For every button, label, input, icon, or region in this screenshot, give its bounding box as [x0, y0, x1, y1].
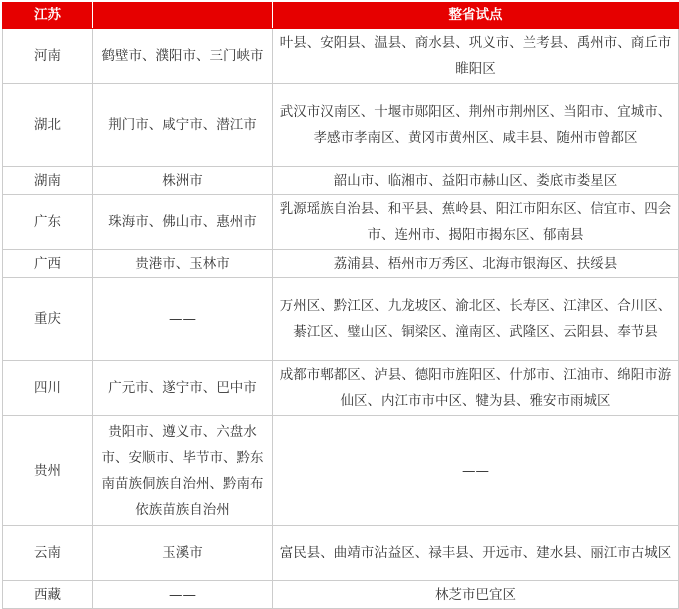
province-cell: 云南 — [3, 526, 93, 581]
counties-cell: 韶山市、临湘市、益阳市赫山区、娄底市娄星区 — [273, 167, 679, 195]
counties-cell: 富民县、曲靖市沾益区、禄丰县、开远市、建水县、丽江市古城区 — [273, 526, 679, 581]
cities-cell: 株洲市 — [93, 167, 273, 195]
table-row — [3, 195, 679, 250]
pilot-table — [2, 2, 679, 609]
cities-cell: 贵阳市、遵义市、六盘水市、安顺市、毕节市、黔东南苗族侗族自治州、黔南布依族苗族自治州 — [93, 416, 273, 526]
cities-cell: 荆门市、咸宁市、潜江市 — [93, 84, 273, 167]
table-row — [3, 526, 679, 581]
header-counties: 整省试点 — [273, 3, 679, 29]
counties-cell: 万州区、黔江区、九龙坡区、渝北区、长寿区、江津区、合川区、綦江区、璧山区、铜梁区、潼南区、武隆区、云阳县、奉节县 — [273, 278, 679, 361]
cities-cell: 贵港市、玉林市 — [93, 250, 273, 278]
province-cell: 重庆 — [3, 278, 93, 361]
cities-cell: —— — [93, 278, 273, 361]
counties-cell: 武汉市汉南区、十堰市郧阳区、荆州市荆州区、当阳市、宜城市、孝感市孝南区、黄冈市黄州区、咸丰县、随州市曾都区 — [273, 84, 679, 167]
province-cell: 贵州 — [3, 416, 93, 526]
cities-cell: —— — [93, 581, 273, 609]
province-cell: 西藏 — [3, 581, 93, 609]
province-cell: 河南 — [3, 29, 93, 84]
cities-cell: 鹤壁市、濮阳市、三门峡市 — [93, 29, 273, 84]
counties-cell: 荔浦县、梧州市万秀区、北海市银海区、扶绥县 — [273, 250, 679, 278]
cities-cell: 玉溪市 — [93, 526, 273, 581]
table-row — [3, 84, 679, 167]
counties-cell: —— — [273, 416, 679, 526]
table-row — [3, 278, 679, 361]
province-cell: 湖南 — [3, 167, 93, 195]
table-row — [3, 416, 679, 526]
header-row — [3, 3, 679, 29]
table-row — [3, 581, 679, 609]
table-row — [3, 29, 679, 84]
province-cell: 广东 — [3, 195, 93, 250]
table-row — [3, 167, 679, 195]
header-province: 江苏 — [3, 3, 93, 29]
province-cell: 四川 — [3, 361, 93, 416]
counties-cell: 成都市郫都区、泸县、德阳市旌阳区、什邡市、江油市、绵阳市游仙区、内江市市中区、犍为县、雅安市雨城区 — [273, 361, 679, 416]
counties-cell: 叶县、安阳县、温县、商水县、巩义市、兰考县、禹州市、商丘市睢阳区 — [273, 29, 679, 84]
table-row — [3, 250, 679, 278]
province-cell: 湖北 — [3, 84, 93, 167]
table-row — [3, 361, 679, 416]
cities-cell: 珠海市、佛山市、惠州市 — [93, 195, 273, 250]
header-cities — [93, 3, 273, 29]
cities-cell: 广元市、遂宁市、巴中市 — [93, 361, 273, 416]
counties-cell: 林芝市巴宜区 — [273, 581, 679, 609]
counties-cell: 乳源瑶族自治县、和平县、蕉岭县、阳江市阳东区、信宜市、四会市、连州市、揭阳市揭东区、郁南县 — [273, 195, 679, 250]
province-cell: 广西 — [3, 250, 93, 278]
